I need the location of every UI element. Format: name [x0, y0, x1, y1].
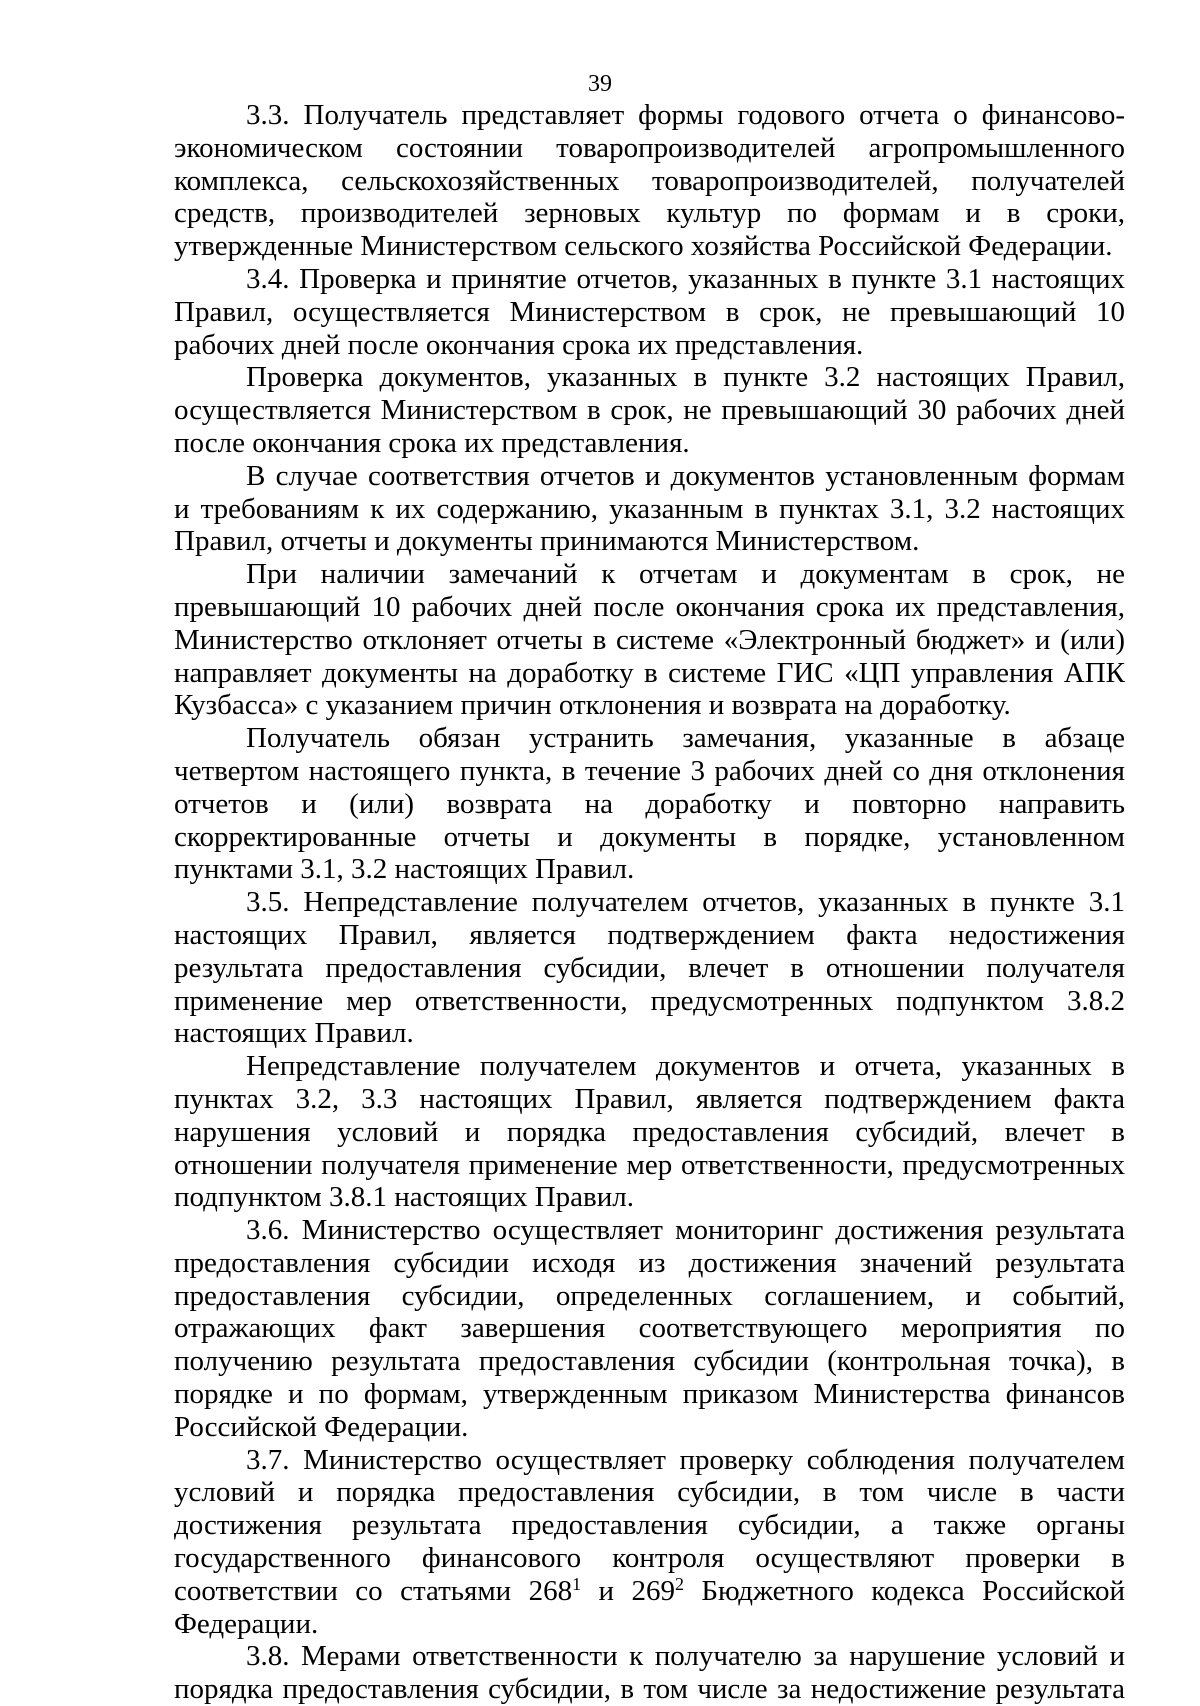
paragraph-correction: Получатель обязан устранить замечания, указанные в абзаце четвертом настоящего пункта, в течение 3 рабочих дней со дня отклонения отчетов и (или) возврата на доработку и повторно направить скорректированные отчеты и документы в порядке, установленном пунктами 3.1, 3.2 настоящих Правил. — [174, 722, 1125, 886]
paragraph-remarks: При наличии замечаний к отчетам и документам в срок, не превышающий 10 рабочих дней после окончания срока их представления, Министерство отклоняет отчеты в системе «Электронный бюджет» и (или) направляет документы на доработку в системе ГИС «ЦП управления АПК Кузбасса» с указанием причин отклонения и возврата на доработку. — [174, 558, 1125, 722]
paragraph-3-3: 3.3. Получатель представляет формы годового отчета о финансово-экономическом состоянии товаропроизводителей агропромышленного комплекса, сельскохозяйственных товаропроизводителей, получателей средств, производителей зерновых культур по формам и в сроки, утвержденные Министерством сельского хозяйства Российской Федерации. — [174, 99, 1125, 263]
page-number: 39 — [588, 71, 612, 97]
paragraph-3-7-text-start: 3.7. Министерство осуществляет проверку соблюдения получателем условий и порядка предоставления субсидии, в том числе в части достижения результата предоставления субсидии, а также органы государственного финансового контроля осуществляют проверки в соответствии со статьями 268 — [174, 1443, 1125, 1607]
paragraph-3-7-text-middle: и 269 — [581, 1574, 675, 1607]
paragraph-3-5: 3.5. Непредставление получателем отчетов, указанных в пункте 3.1 настоящих Правил, является подтверждением факта недостижения результата предоставления субсидии, влечет в отношении получателя применение мер ответственности, предусмотренных подпунктом 3.8.2 настоящих Правил. — [174, 886, 1125, 1050]
paragraph-non-submission: Непредставление получателем документов и отчета, указанных в пунктах 3.2, 3.3 настоящих Правил, является подтверждением факта нарушения условий и порядка предоставления субсидий, влечет в отношении получателя применение мер ответственности, предусмотренных подпунктом 3.8.1 настоящих Правил. — [174, 1050, 1125, 1214]
paragraph-3-7-text-end: Бюджетного кодекса Российской Федерации. — [174, 1574, 1125, 1640]
document-body — [174, 99, 1125, 1706]
paragraph-documents-check: Проверка документов, указанных в пункте 3.2 настоящих Правил, осуществляется Министерством в срок, не превышающий 30 рабочих дней после окончания срока их представления. — [174, 361, 1125, 459]
paragraph-3-7 — [174, 1444, 1125, 1641]
superscript-2: 2 — [674, 1573, 684, 1594]
superscript-1: 1 — [572, 1573, 582, 1594]
paragraph-3-6: 3.6. Министерство осуществляет мониторинг достижения результата предоставления субсидии исходя из достижения значений результата предоставления субсидии, определенных соглашением, и событий, отражающих факт завершения соответствующего мероприятия по получению результата предоставления субсидии (контрольная точка), в порядке и по формам, утвержденным приказом Министерства финансов Российской Федерации. — [174, 1214, 1125, 1443]
paragraph-3-8: 3.8. Мерами ответственности к получателю за нарушение условий и порядка предоставления субсидии, в том числе за недостижение результата — [174, 1640, 1125, 1706]
paragraph-acceptance: В случае соответствия отчетов и документов установленным формам и требованиям к их содержанию, указанным в пунктах 3.1, 3.2 настоящих Правил, отчеты и документы принимаются Министерством. — [174, 459, 1125, 558]
paragraph-3-4: 3.4. Проверка и принятие отчетов, указанных в пункте 3.1 настоящих Правил, осуществляется Министерством в срок, не превышающий 10 рабочих дней после окончания срока их представления. — [174, 262, 1125, 361]
